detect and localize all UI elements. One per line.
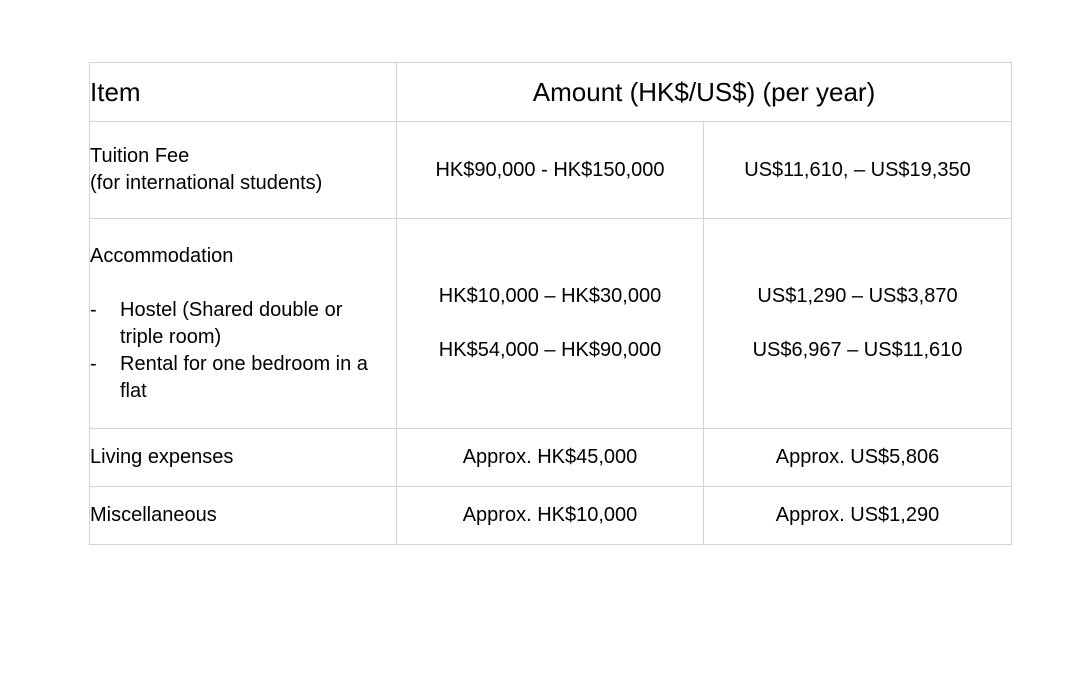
value-spacer xyxy=(704,310,1011,337)
accommodation-item-cell xyxy=(90,219,397,429)
accommodation-us-cell xyxy=(704,219,1012,429)
list-item-rental xyxy=(90,351,396,405)
living-hk-value: Approx. HK$45,000 xyxy=(397,429,704,487)
table-row-accommodation xyxy=(90,219,1012,429)
rental-us-value: US$6,967 – US$11,610 xyxy=(752,339,963,361)
accommodation-item-title: Accommodation xyxy=(90,244,234,267)
tuition-item-title: Tuition Fee xyxy=(90,145,190,167)
living-us-value: Approx. US$5,806 xyxy=(704,429,1012,487)
table-row-living xyxy=(90,429,1012,487)
rental-label: Rental for one bedroom in a flat xyxy=(120,352,368,402)
accommodation-hk-cell xyxy=(397,219,704,429)
header-amount: Amount (HK$/US$) (per year) xyxy=(397,63,1012,122)
tuition-item-note: (for international students) xyxy=(90,172,323,194)
rental-hk-value: HK$54,000 – HK$90,000 xyxy=(438,339,662,361)
tuition-item-cell xyxy=(90,122,397,219)
accommodation-spacer xyxy=(90,270,396,297)
hostel-us-value: US$1,290 – US$3,870 xyxy=(757,285,958,307)
dash-bullet: - xyxy=(90,298,97,321)
table-row-misc xyxy=(90,487,1012,545)
tuition-us-value: US$11,610, – US$19,350 xyxy=(704,122,1012,219)
cost-table xyxy=(89,62,1012,545)
accommodation-sub-list xyxy=(90,297,396,405)
misc-item: Miscellaneous xyxy=(90,487,397,545)
value-spacer xyxy=(397,310,703,337)
misc-hk-value: Approx. HK$10,000 xyxy=(397,487,704,545)
hostel-hk-value: HK$10,000 – HK$30,000 xyxy=(438,285,662,307)
table-header-row xyxy=(90,63,1012,122)
list-item-hostel xyxy=(90,297,396,351)
dash-bullet: - xyxy=(90,352,97,375)
header-item: Item xyxy=(90,63,397,122)
tuition-hk-value: HK$90,000 - HK$150,000 xyxy=(397,122,704,219)
hostel-label: Hostel (Shared double or triple room) xyxy=(120,298,343,348)
living-item: Living expenses xyxy=(90,429,397,487)
misc-us-value: Approx. US$1,290 xyxy=(704,487,1012,545)
table-row-tuition xyxy=(90,122,1012,219)
